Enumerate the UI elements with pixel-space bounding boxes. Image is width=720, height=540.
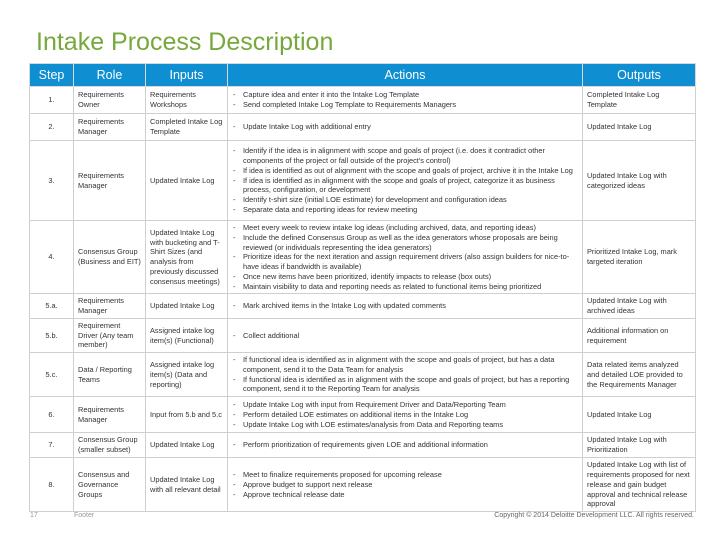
role-cell: Requirements Manager [74, 397, 146, 433]
actions-cell [228, 318, 583, 352]
role-cell: Consensus Group (Business and EIT) [74, 221, 146, 294]
process-table [29, 63, 696, 512]
inputs-cell: Assigned intake log item(s) (Data and reporting) [146, 353, 228, 397]
action-item: - Maintain visibility to data and reporting needs as related to functional items being prioritized [232, 282, 578, 292]
table-row [30, 294, 696, 319]
table-row [30, 318, 696, 352]
inputs-cell: Updated Intake Log [146, 141, 228, 221]
table-row [30, 141, 696, 221]
role-cell: Requirements Owner [74, 87, 146, 114]
action-item: - Prioritize ideas for the next iteration and assign requirement drivers (also assign builders for nice-to-have ideas if bandwidth is available) [232, 252, 578, 272]
action-item: - Mark archived items in the Intake Log with updated comments [232, 301, 578, 311]
role-cell: Requirements Manager [74, 114, 146, 141]
role-cell: Consensus Group (smaller subset) [74, 433, 146, 458]
role-cell: Requirement Driver (Any team member) [74, 318, 146, 352]
actions-cell [228, 114, 583, 141]
table-row [30, 221, 696, 294]
action-item: - Approve budget to support next release [232, 480, 578, 490]
inputs-cell: Updated Intake Log with all relevant detail [146, 458, 228, 512]
action-item: - Collect additional [232, 331, 578, 341]
action-item: - Include the defined Consensus Group as well as the idea generators whose proposals are being reviewed (or individuals representing the idea generators) [232, 233, 578, 253]
action-item: - Once new items have been prioritized, identify impacts to release (box outs) [232, 272, 578, 282]
table-header-row [30, 64, 696, 87]
actions-cell [228, 458, 583, 512]
table-row [30, 353, 696, 397]
action-item: - Send completed Intake Log Template to Requirements Managers [232, 100, 578, 110]
outputs-cell: Updated Intake Log [583, 114, 696, 141]
outputs-cell: Additional information on requirement [583, 318, 696, 352]
action-item: - Update Intake Log with input from Requirement Driver and Data/Reporting Team [232, 400, 578, 410]
copyright-text: Copyright © 2014 Deloitte Development LLC. All rights reserved. [494, 512, 694, 519]
actions-cell [228, 397, 583, 433]
actions-list [232, 301, 578, 311]
actions-list [232, 440, 578, 450]
actions-cell [228, 294, 583, 319]
header-actions: Actions [228, 64, 583, 87]
actions-list [232, 122, 578, 132]
outputs-cell: Updated Intake Log with list of requirements proposed for next release and gain budget approval and technical release approval [583, 458, 696, 512]
outputs-cell: Updated Intake Log [583, 397, 696, 433]
action-item: - Identify t-shirt size (initial LOE estimate) for development and configuration ideas [232, 195, 578, 205]
step-cell: 7. [30, 433, 74, 458]
table-row [30, 433, 696, 458]
header-inputs: Inputs [146, 64, 228, 87]
action-item: - If functional idea is identified as in alignment with the scope and goals of project, but has a reporting component, send it to the Reporting Team for analysis [232, 375, 578, 395]
actions-list [232, 146, 578, 214]
step-cell: 1. [30, 87, 74, 114]
footer-text: Footer [74, 512, 95, 519]
inputs-cell: Input from 5.b and 5.c [146, 397, 228, 433]
header-outputs: Outputs [583, 64, 696, 87]
inputs-cell: Requirements Workshops [146, 87, 228, 114]
header-step: Step [30, 64, 74, 87]
inputs-cell: Assigned intake log item(s) (Functional) [146, 318, 228, 352]
step-cell: 4. [30, 221, 74, 294]
step-cell: 5.b. [30, 318, 74, 352]
actions-list [232, 400, 578, 429]
inputs-cell: Updated Intake Log [146, 433, 228, 458]
role-cell: Consensus and Governance Groups [74, 458, 146, 512]
actions-list [232, 331, 578, 341]
action-item: - Perform prioritization of requirements given LOE and additional information [232, 440, 578, 450]
actions-cell [228, 87, 583, 114]
outputs-cell: Prioritized Intake Log, mark targeted iteration [583, 221, 696, 294]
action-item: - Perform detailed LOE estimates on additional items in the Intake Log [232, 410, 578, 420]
outputs-cell: Updated Intake Log with archived ideas [583, 294, 696, 319]
actions-list [232, 355, 578, 394]
action-item: - Approve technical release date [232, 490, 578, 500]
role-cell: Data / Reporting Teams [74, 353, 146, 397]
page-number: 17 [30, 512, 38, 519]
actions-list [232, 470, 578, 499]
inputs-cell: Updated Intake Log [146, 294, 228, 319]
actions-list [232, 90, 578, 110]
table-row [30, 458, 696, 512]
action-item: - Meet to finalize requirements proposed for upcoming release [232, 470, 578, 480]
inputs-cell: Updated Intake Log with bucketing and T-Shirt Sizes (and analysis from previously discussed consensus meetings) [146, 221, 228, 294]
action-item: - Meet every week to review intake log ideas (including archived, data, and reporting ideas) [232, 223, 578, 233]
inputs-cell: Completed Intake Log Template [146, 114, 228, 141]
action-item: - If idea is identified as out of alignment with the scope and goals of project, archive it in the Intake Log [232, 166, 578, 176]
actions-list [232, 223, 578, 291]
outputs-cell: Data related items analyzed and detailed LOE provided to the Requirements Manager [583, 353, 696, 397]
step-cell: 8. [30, 458, 74, 512]
action-item: - If idea is identified as in alignment with the scope and goals of project, categorize it as business process, configuration, or development [232, 176, 578, 196]
step-cell: 2. [30, 114, 74, 141]
table-row [30, 87, 696, 114]
role-cell: Requirements Manager [74, 294, 146, 319]
outputs-cell: Updated Intake Log with categorized ideas [583, 141, 696, 221]
action-item: - Capture idea and enter it into the Intake Log Template [232, 90, 578, 100]
action-item: - Separate data and reporting ideas for review meeting [232, 205, 578, 215]
action-item: - Identify if the idea is in alignment with scope and goals of project (i.e. does it contradict other components of the project or fall outside of the project's control) [232, 146, 578, 166]
actions-cell [228, 433, 583, 458]
actions-cell [228, 141, 583, 221]
step-cell: 5.c. [30, 353, 74, 397]
action-item: - Update Intake Log with additional entry [232, 122, 578, 132]
actions-cell [228, 353, 583, 397]
table-row [30, 397, 696, 433]
page-title: Intake Process Description [36, 28, 334, 56]
step-cell: 6. [30, 397, 74, 433]
header-role: Role [74, 64, 146, 87]
step-cell: 3. [30, 141, 74, 221]
action-item: - If functional idea is identified as in alignment with the scope and goals of project, but has a data component, send it to the Data Team for analysis [232, 355, 578, 375]
action-item: - Update Intake Log with LOE estimates/analysis from Data and Reporting teams [232, 420, 578, 430]
outputs-cell: Completed Intake Log Template [583, 87, 696, 114]
table-row [30, 114, 696, 141]
actions-cell [228, 221, 583, 294]
role-cell: Requirements Manager [74, 141, 146, 221]
step-cell: 5.a. [30, 294, 74, 319]
outputs-cell: Updated Intake Log with Prioritization [583, 433, 696, 458]
